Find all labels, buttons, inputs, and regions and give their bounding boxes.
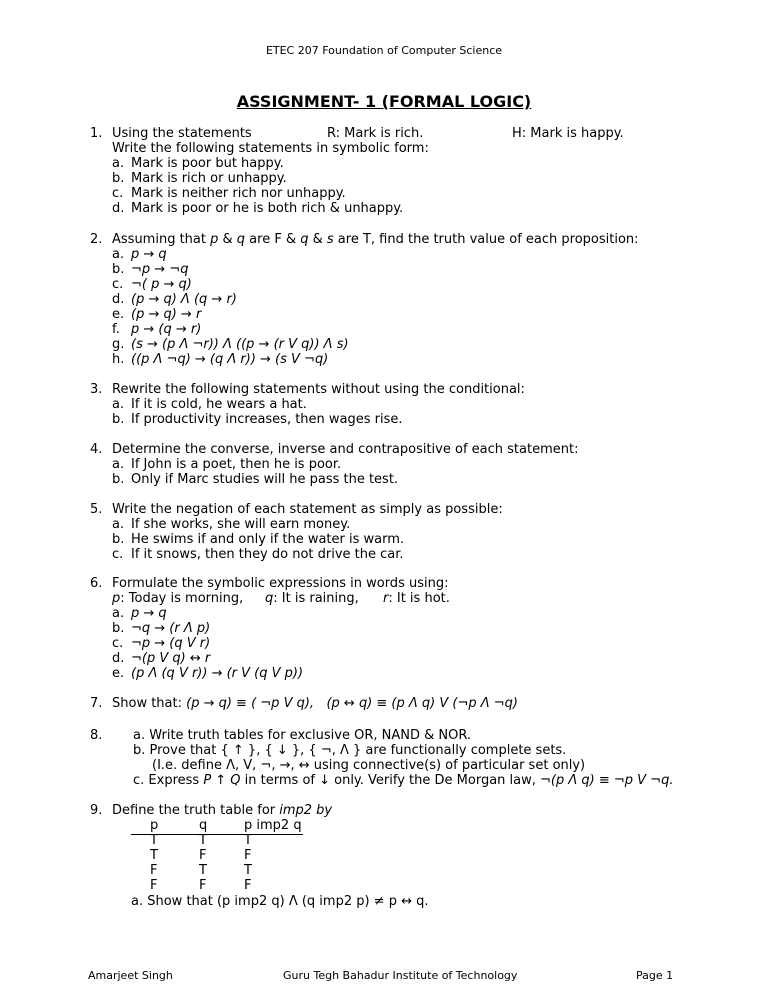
q4-text: Determine the converse, inverse and contrapositive of each statement: (112, 442, 579, 457)
q2-label-e: e. (112, 307, 125, 322)
q2-item-b: ¬p → ¬q (131, 262, 189, 277)
truth-table-header-result: p imp2 q (244, 818, 302, 833)
q1-item-b: Mark is rich or unhappy. (131, 171, 287, 186)
q5-item-b: He swims if and only if the water is warm. (131, 532, 405, 547)
q1-number: 1. (90, 126, 103, 141)
footer-institute: Guru Tegh Bahadur Institute of Technology (283, 969, 518, 982)
q5-label-b: b. (112, 532, 125, 547)
q6-label-c: c. (112, 636, 124, 651)
q2-intro: Assuming that p & q are F & q & s are T, find the truth value of each proposition: (112, 232, 639, 247)
q2-item-h: ((p Λ ¬q) → (q Λ r)) → (s V ¬q) (131, 352, 329, 367)
truth-table-cell: F (244, 878, 252, 893)
q5-item-a: If she works, she will earn money. (131, 517, 351, 532)
q3-label-a: a. (112, 397, 125, 412)
q1-item-d: Mark is poor or he is both rich & unhappy. (131, 201, 404, 216)
truth-table-cell: F (244, 848, 252, 863)
q2-label-c: c. (112, 277, 124, 292)
q2-item-d: (p → q) Λ (q → r) (131, 292, 237, 307)
q6-variable-q: q: It is raining, (265, 591, 359, 606)
q6-item-b: ¬q → (r Λ p) (131, 621, 211, 636)
q5-item-c: If it snows, then they do not drive the car. (131, 547, 404, 562)
q5-number: 5. (90, 502, 103, 517)
q1-label-c: c. (112, 186, 124, 201)
q6-text: Formulate the symbolic expressions in words using: (112, 576, 449, 591)
q8-part-b: b. Prove that { ↑ }, { ↓ }, { ¬, Λ } are functionally complete sets. (133, 743, 567, 758)
q8-part-b-note: (I.e. define Λ, V, ¬, →, ↔ using connective(s) of particular set only) (152, 758, 586, 773)
q1-item-a: Mark is poor but happy. (131, 156, 284, 171)
truth-table-header-p: p (150, 818, 159, 833)
q8-part-a: a. Write truth tables for exclusive OR, NAND & NOR. (133, 728, 472, 743)
q6-label-e: e. (112, 666, 125, 681)
truth-table-cell: F (150, 878, 158, 893)
truth-table-cell: T (150, 833, 158, 848)
q3-text: Rewrite the following statements without using the conditional: (112, 382, 525, 397)
truth-table-cell: T (150, 848, 158, 863)
q9-part-a: a. Show that (p imp2 q) Λ (q imp2 p) ≠ p ↔ q. (131, 894, 429, 909)
q1-label-d: d. (112, 201, 125, 216)
q2-label-d: d. (112, 292, 125, 307)
q7-number: 7. (90, 696, 103, 711)
truth-table-cell: T (244, 833, 252, 848)
q2-item-f: p → (q → r) (131, 322, 202, 337)
truth-table-cell: T (199, 833, 207, 848)
truth-table-cell: F (199, 848, 207, 863)
q6-number: 6. (90, 576, 103, 591)
footer-author: Amarjeet Singh (88, 969, 173, 982)
q4-item-a: If John is a poet, then he is poor. (131, 457, 342, 472)
q2-item-a: p → q (131, 247, 167, 262)
q1-item-c: Mark is neither rich nor unhappy. (131, 186, 346, 201)
q6-item-c: ¬p → (q V r) (131, 636, 211, 651)
q1-label-b: b. (112, 171, 125, 186)
q1-instruction: Write the following statements in symbolic form: (112, 141, 429, 156)
q5-label-c: c. (112, 547, 124, 562)
q3-item-a: If it is cold, he wears a hat. (131, 397, 307, 412)
footer-page-number: Page 1 (636, 969, 674, 982)
q3-label-b: b. (112, 412, 125, 427)
q2-item-g: (s → (p Λ ¬r)) Λ ((p → (r V q)) Λ s) (131, 337, 349, 352)
document-header: ETEC 207 Foundation of Computer Science (265, 44, 503, 57)
q2-number: 2. (90, 232, 103, 247)
q9-number: 9. (90, 803, 103, 818)
q2-item-c: ¬( p → q) (131, 277, 192, 292)
q5-label-a: a. (112, 517, 125, 532)
q4-label-b: b. (112, 472, 125, 487)
q2-label-f: f. (112, 322, 120, 337)
q6-label-d: d. (112, 651, 125, 666)
q3-number: 3. (90, 382, 103, 397)
q9-text: Define the truth table for imp2 by (112, 803, 333, 818)
q1-label-a: a. (112, 156, 125, 171)
assignment-title: ASSIGNMENT- 1 (FORMAL LOGIC) (236, 92, 532, 111)
q2-label-g: g. (112, 337, 125, 352)
q6-variable-p: p: Today is morning, (112, 591, 244, 606)
q2-item-e: (p → q) → r (131, 307, 202, 322)
q1-statement-r: R: Mark is rich. (327, 126, 424, 141)
q6-variable-r: r: It is hot. (383, 591, 450, 606)
truth-table-header-q: q (199, 818, 208, 833)
q8-number: 8. (90, 728, 103, 743)
q6-item-d: ¬(p V q) ↔ r (131, 651, 211, 666)
q2-label-b: b. (112, 262, 125, 277)
q6-item-a: p → q (131, 606, 167, 621)
q4-item-b: Only if Marc studies will he pass the test. (131, 472, 399, 487)
q8-part-c: c. Express P ↑ Q in terms of ↓ only. Verify the De Morgan law, ¬(p Λ q) ≡ ¬p V ¬q. (133, 773, 674, 788)
q6-label-a: a. (112, 606, 125, 621)
q3-item-b: If productivity increases, then wages rise. (131, 412, 403, 427)
q2-label-a: a. (112, 247, 125, 262)
truth-table-cell: F (199, 878, 207, 893)
q5-text: Write the negation of each statement as simply as possible: (112, 502, 503, 517)
truth-table-cell: T (199, 863, 207, 878)
q2-label-h: h. (112, 352, 125, 367)
q6-item-e: (p Λ (q V r)) → (r V (q V p)) (131, 666, 304, 681)
q6-label-b: b. (112, 621, 125, 636)
q1-statement-h: H: Mark is happy. (512, 126, 624, 141)
q4-label-a: a. (112, 457, 125, 472)
truth-table-cell: F (150, 863, 158, 878)
q4-number: 4. (90, 442, 103, 457)
q7-text: Show that: (p → q) ≡ ( ¬p V q), (p ↔ q) ≡ (p Λ q) V (¬p Λ ¬q) (112, 696, 518, 711)
truth-table-cell: T (244, 863, 252, 878)
q1-intro: Using the statements (112, 126, 252, 141)
